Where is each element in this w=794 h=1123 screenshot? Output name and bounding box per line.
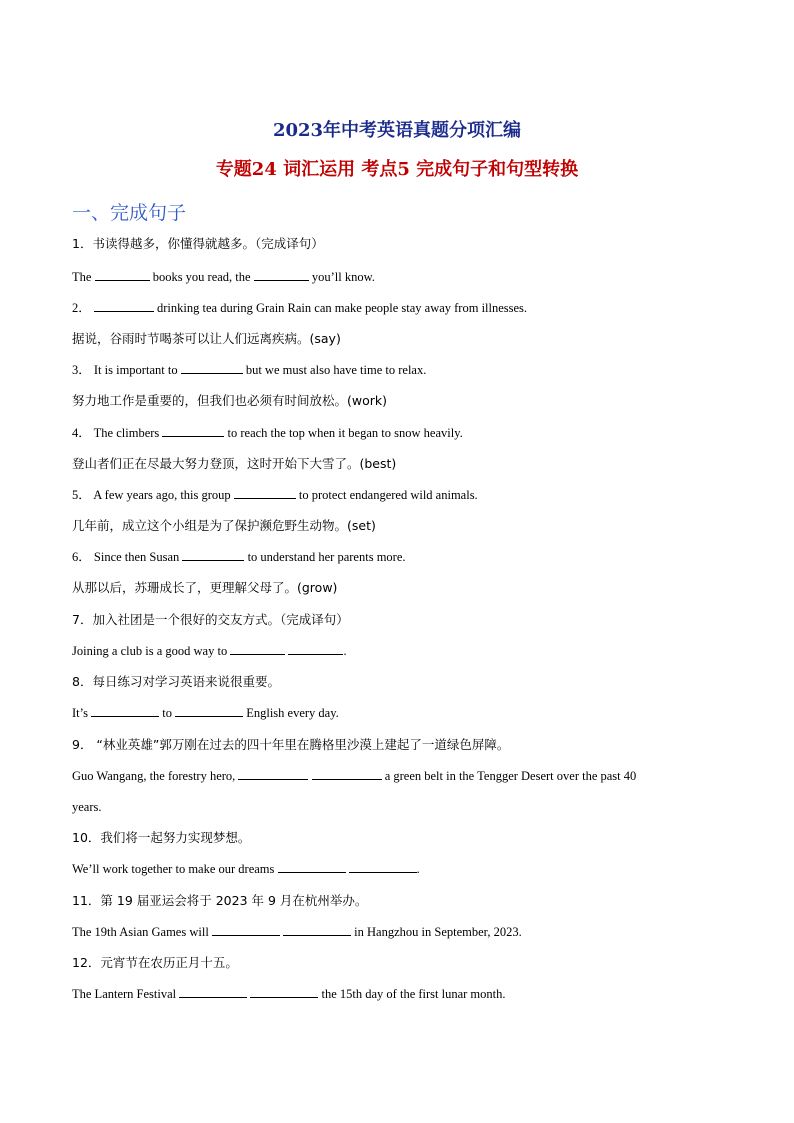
question-2-chinese: 据说，谷雨时节喝茶可以让人们远离疾病。(say) [72,331,341,346]
question-12-sentence [72,986,506,1002]
sentence-text: A few years ago, this group [90,488,234,502]
question-number: 3． [72,363,91,377]
sentence-text: The 19th Asian Games will [72,925,212,939]
question-9-sentence-continued: years. [72,800,102,814]
answer-blank[interactable] [212,924,280,936]
question-9-prompt [72,737,509,753]
question-chinese: 每日练习对学习英语来说很重要。 [92,674,280,689]
sentence-text: The climbers [90,426,163,440]
sentence-text: the 15th day of the first lunar month. [318,987,506,1001]
answer-blank[interactable] [91,705,159,717]
question-number: 9． [72,737,93,752]
answer-blank[interactable] [179,986,247,998]
question-number: 8． [72,674,93,689]
question-11-prompt [72,893,367,909]
question-12-prompt [72,955,238,971]
document-subtitle: 专题24 词汇运用 考点5 完成句子和句型转换 [215,159,579,180]
question-chinese: 书读得越多，你懂得就越多。（完成译句） [92,236,324,251]
answer-blank[interactable] [288,643,343,655]
sentence-text: . [343,644,347,658]
question-number: 12． [72,955,101,970]
answer-blank[interactable] [162,425,224,437]
sentence-text: We’ll work together to make our dreams [72,862,278,876]
question-4-sentence [72,425,463,441]
answer-blank[interactable] [283,924,351,936]
sentence-text: The Lantern Festival [72,987,180,1001]
section-heading: 一、完成句子 [72,202,187,224]
question-7-sentence [72,643,347,659]
sentence-text: books you read, the [149,270,254,284]
question-2-sentence [72,300,527,316]
question-number: 6． [72,550,91,564]
question-10-sentence [72,861,420,877]
question-chinese: 我们将一起努力实现梦想。 [100,830,251,845]
answer-blank[interactable] [94,300,154,312]
sentence-text: Since then Susan [90,550,183,564]
answer-blank[interactable] [254,269,309,281]
sentence-text: English every day. [243,706,339,720]
sentence-text: to [159,706,176,720]
sentence-text: to understand her parents more. [244,550,406,564]
question-number: 4． [72,426,91,440]
sentence-text: but we must also have time to relax. [242,363,427,377]
question-chinese: 元宵节在农历正月十五。 [100,955,238,970]
answer-blank[interactable] [234,487,296,499]
question-number: 10． [72,830,101,845]
sentence-text: a green belt in the Tengger Desert over the past 40 [381,769,637,783]
sentence-text: to protect endangered wild animals. [295,488,478,502]
question-5-sentence [72,487,478,503]
answer-blank[interactable] [250,986,318,998]
question-number: 7． [72,612,93,627]
sentence-text: It’s [72,706,92,720]
question-chinese: 加入社团是一个很好的交友方式。（完成译句） [92,612,349,627]
answer-blank[interactable] [349,861,417,873]
question-number: 1． [72,236,93,251]
answer-blank[interactable] [182,549,244,561]
answer-blank[interactable] [175,705,243,717]
sentence-text: It is important to [90,363,181,377]
sentence-text: drinking tea during Grain Rain can make people stay away from illnesses. [153,301,528,315]
question-10-prompt [72,830,250,846]
sentence-text: you’ll know. [308,270,375,284]
question-chinese: “林业英雄”郭万刚在过去的四十年里在腾格里沙漠上建起了一道绿色屏障。 [92,737,510,752]
answer-blank[interactable] [230,643,285,655]
sentence-text: to reach the top when it began to snow heavily. [224,426,463,440]
question-8-sentence [72,705,339,721]
document-title: 2023年中考英语真题分项汇编 [272,120,522,141]
question-number: 11． [72,893,101,908]
answer-blank[interactable] [312,768,382,780]
sentence-text: The [72,270,95,284]
question-1-sentence [72,269,375,285]
question-chinese: 第 19 届亚运会将于 2023 年 9 月在杭州举办。 [100,893,368,908]
question-4-chinese: 登山者们正在尽最大努力登顶，这时开始下大雪了。(best) [72,456,397,471]
question-7-prompt [72,612,349,628]
sentence-text: Joining a club is a good way to [72,644,231,658]
question-5-chinese: 几年前，成立这个小组是为了保护濒危野生动物。(set) [72,518,376,533]
sentence-text: Guo Wangang, the forestry hero, [72,769,239,783]
question-3-chinese: 努力地工作是重要的，但我们也必须有时间放松。(work) [72,393,388,408]
question-6-chinese: 从那以后，苏珊成长了，更理解父母了。(grow) [72,580,338,595]
answer-blank[interactable] [238,768,308,780]
question-number: 5． [72,488,91,502]
question-1-prompt [72,236,324,252]
answer-blank[interactable] [181,362,243,374]
question-8-prompt [72,674,280,690]
question-3-sentence [72,362,426,378]
answer-blank[interactable] [95,269,150,281]
question-11-sentence [72,924,522,940]
question-6-sentence [72,549,406,565]
question-9-sentence [72,768,636,784]
sentence-text: in Hangzhou in September, 2023. [351,925,522,939]
sentence-text: . [416,862,420,876]
answer-blank[interactable] [278,861,346,873]
question-number: 2． [72,301,91,315]
